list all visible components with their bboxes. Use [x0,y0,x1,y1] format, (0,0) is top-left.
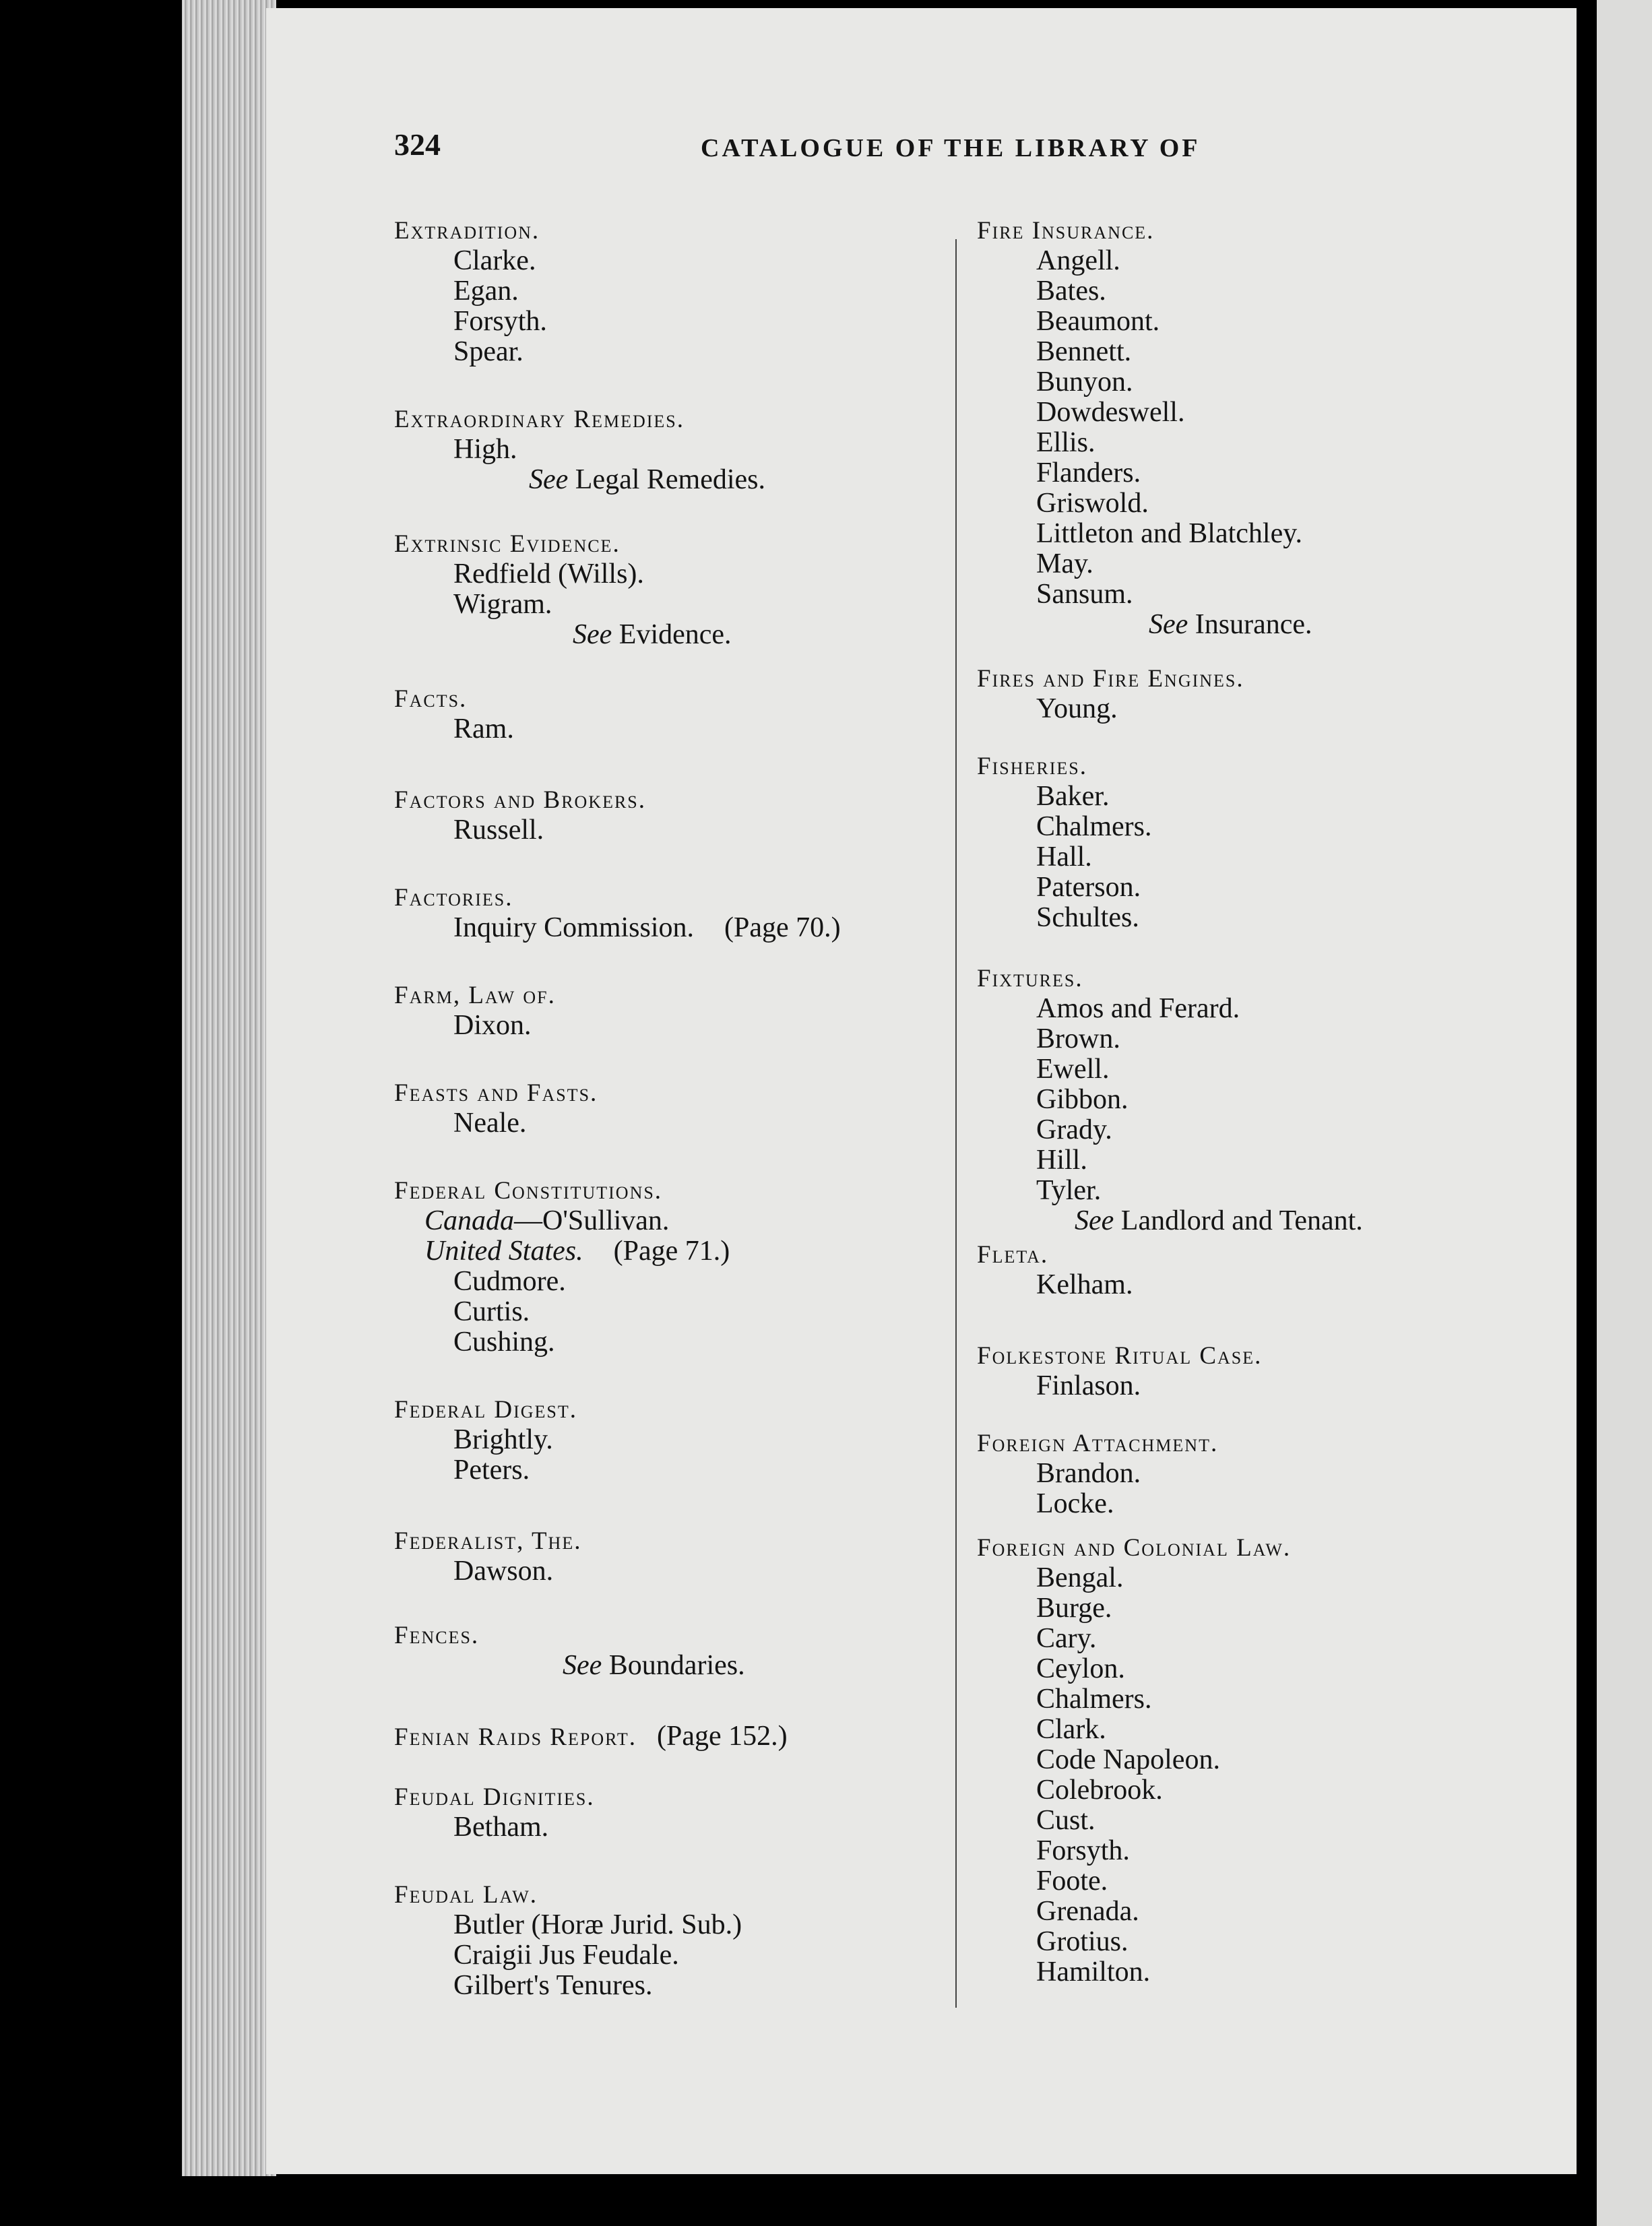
subject-heading-text: Feasts and Fasts. [394,1079,598,1107]
author-name: Forsyth. [1036,1835,1130,1866]
author-entry [977,246,1312,276]
author-entry [977,903,1151,933]
author-entry [394,1267,730,1297]
subject-heading [394,1078,598,1108]
sub-entry-region: Canada [424,1205,515,1236]
sub-entry-text: —O'Sullivan. [514,1205,670,1236]
author-entry [977,1593,1291,1624]
author-name: Brandon. [1036,1458,1141,1489]
catalogue-entry [394,1176,730,1358]
author-name: May. [1036,548,1093,579]
author-name: Bennett. [1036,336,1132,367]
author-name: Hall. [1036,841,1092,872]
subject-heading-text: Fires and Fire Engines. [977,665,1244,693]
author-name: Ewell. [1036,1054,1110,1085]
author-name: Ram. [453,713,514,744]
page-reference: (Page 152.) [657,1721,788,1752]
author-name: Cust. [1036,1805,1095,1836]
catalogue-entry [977,1341,1262,1401]
author-name: Redfield (Wills). [453,559,644,590]
author-name: Inquiry Commission. [453,912,695,943]
author-entry [977,1563,1291,1593]
author-entry [977,1054,1363,1085]
author-name: Curtis. [453,1296,530,1327]
author-name: Chalmers. [1036,811,1152,842]
author-entry [977,579,1312,610]
catalogue-entry [394,1620,745,1681]
see-word: See [1149,609,1188,640]
author-entry [977,812,1151,842]
author-name: Hill. [1036,1145,1087,1176]
author-entry [977,549,1312,579]
catalogue-entry [977,751,1151,933]
catalogue-entry [394,1395,577,1486]
subject-heading [394,1620,745,1651]
catalogue-entry [394,883,841,943]
subject-heading [977,1240,1133,1270]
subject-heading [977,751,1151,782]
subject-heading [394,1880,742,1910]
author-entry [977,1654,1291,1684]
see-target: Boundaries. [608,1650,745,1681]
author-entry [394,913,841,943]
author-entry [977,519,1312,549]
author-entry [394,246,547,276]
subject-heading [394,1395,577,1425]
author-name: Grenada. [1036,1896,1139,1927]
author-entry [977,1927,1291,1957]
author-entry [394,1011,556,1041]
author-name: Young. [1036,693,1118,724]
author-name: Bates. [1036,276,1106,307]
subject-heading [394,980,556,1011]
author-name: Gibbon. [1036,1084,1129,1115]
author-entry [977,458,1312,488]
author-name: Tyler. [1036,1175,1102,1206]
author-entry [394,815,646,846]
see-word: See [573,619,612,650]
author-entry [394,1327,730,1358]
subject-heading-text: Fixtures. [977,965,1083,992]
author-name: Cudmore. [453,1266,566,1297]
author-name: Betham. [453,1812,549,1843]
author-entry [977,428,1312,458]
author-name: Burge. [1036,1593,1112,1624]
running-head: CATALOGUE OF THE LIBRARY OF [701,134,1201,162]
catalogue-entry [394,404,765,495]
see-target: Evidence. [618,619,732,650]
author-name: Littleton and Blatchley. [1036,518,1303,549]
sub-entry-text: (Page 71.) [613,1236,730,1267]
author-name: Ellis. [1036,427,1095,458]
author-name: Neale. [453,1108,527,1139]
author-entry [977,842,1151,872]
author-name: Butler (Horæ Jurid. Sub.) [453,1909,742,1940]
author-entry [977,1715,1291,1745]
subject-heading-text: Factors and Brokers. [394,786,647,814]
see-word: See [563,1650,602,1681]
subject-heading [977,1428,1218,1459]
author-entry [394,1556,581,1587]
author-name: Sansum. [1036,579,1133,610]
catalogue-entry [394,1880,742,2001]
author-entry [977,872,1151,903]
subject-heading-text: Facts. [394,685,468,713]
author-entry [394,1425,577,1455]
author-entry [977,1897,1291,1927]
author-entry [394,714,514,744]
author-entry [394,1297,730,1327]
see-reference [394,465,765,495]
author-name: Hamilton. [1036,1957,1151,1988]
author-name: Angell. [1036,245,1120,276]
page-reference: (Page 70.) [724,912,841,943]
subject-heading [394,785,646,815]
author-name: Locke. [1036,1488,1114,1519]
subject-heading [394,684,514,714]
author-name: Clarke. [453,245,536,276]
author-name: Foote. [1036,1866,1108,1897]
author-entry [394,1940,742,1971]
subject-heading [394,529,732,559]
subject-heading-text: Federal Constitutions. [394,1177,663,1205]
author-entry [394,435,765,465]
see-reference [977,610,1312,640]
author-name: Baker. [1036,781,1110,812]
author-name: Colebrook. [1036,1775,1163,1806]
subject-heading-text: Fire Insurance. [977,217,1155,245]
subject-heading-text: Feudal Dignities. [394,1783,595,1811]
catalogue-entry [394,216,547,367]
page-number: 324 [394,127,441,162]
see-word: See [529,464,569,495]
author-entry [977,1085,1363,1115]
subject-heading-text: Extrinsic Evidence. [394,530,621,558]
catalogue-entry [394,980,556,1041]
subject-heading-text: Factories. [394,884,513,912]
author-name: Flanders. [1036,457,1141,488]
sub-entry [394,1236,730,1267]
catalogue-entry [977,216,1312,640]
subject-heading-text: Fences. [394,1622,480,1649]
author-entry [977,1024,1363,1054]
subject-heading-text: Federalist, The. [394,1527,582,1555]
author-name: Wigram. [453,589,552,620]
subject-heading-text: Extraordinary Remedies. [394,406,685,433]
catalogue-entry [977,1428,1218,1519]
subject-heading-text: Feudal Law. [394,1881,538,1909]
subject-heading-text: Fleta. [977,1241,1049,1269]
catalogue-entry [394,1782,595,1843]
sub-entry-region: United States. [424,1236,583,1267]
author-entry [977,1176,1363,1206]
see-reference [394,1651,745,1681]
author-entry [977,1270,1133,1300]
author-entry [977,694,1244,724]
author-entry [977,1489,1218,1519]
author-entry [977,1806,1291,1836]
author-entry [394,337,547,367]
author-entry [977,1836,1291,1866]
author-entry [977,1459,1218,1489]
author-name: Grotius. [1036,1926,1129,1957]
catalogue-entry [394,1721,788,1752]
see-target: Legal Remedies. [575,464,766,495]
author-entry [394,559,732,590]
author-name: Kelham. [1036,1269,1133,1300]
catalogue-entry [394,785,646,846]
author-name: Spear. [453,336,523,367]
author-name: Brown. [1036,1023,1120,1054]
author-name: Paterson. [1036,872,1141,903]
subject-heading [977,216,1312,246]
author-entry [394,1971,742,2001]
subject-heading [394,1782,595,1812]
see-reference [977,1206,1363,1236]
author-entry [977,337,1312,367]
author-entry [977,1371,1262,1401]
author-entry [977,307,1312,337]
subject-heading-text: Fisheries. [977,753,1087,780]
author-name: Ceylon. [1036,1653,1125,1684]
author-entry [977,994,1363,1024]
author-entry [977,1775,1291,1806]
author-name: Peters. [453,1455,530,1486]
book-page-edges [182,0,276,2176]
author-name: Bengal. [1036,1562,1124,1593]
catalogue-entry [977,1240,1133,1300]
author-entry [977,276,1312,307]
subject-heading-text: Foreign and Colonial Law. [977,1534,1292,1562]
author-name: Dawson. [453,1556,554,1587]
subject-heading-text: Fenian Raids Report. [394,1723,637,1751]
subject-heading-text: Federal Digest. [394,1396,577,1424]
subject-heading-text: Extradition. [394,217,540,245]
author-entry [394,1910,742,1940]
author-entry [977,488,1312,519]
catalogue-entry [977,1533,1291,1988]
subject-heading [394,1721,788,1752]
catalogue-entry [977,963,1363,1236]
see-target: Landlord and Tenant. [1120,1205,1363,1236]
subject-heading [977,963,1363,994]
subject-heading [394,883,841,913]
catalogue-entry [394,684,514,744]
subject-heading [977,1533,1291,1563]
author-name: Cushing. [453,1327,555,1358]
subject-heading [977,664,1244,694]
subject-heading [394,1176,730,1206]
author-entry [977,1745,1291,1775]
catalogue-entry [394,1526,581,1587]
author-entry [977,1624,1291,1654]
author-entry [394,307,547,337]
author-name: Amos and Ferard. [1036,993,1240,1024]
author-name: Russell. [453,815,544,846]
author-name: Brightly. [453,1424,553,1455]
author-entry [977,1866,1291,1897]
facing-page-edge [1597,0,1652,2226]
author-name: Finlason. [1036,1370,1141,1401]
author-name: Forsyth. [453,306,547,337]
see-reference [394,620,732,650]
author-entry [977,782,1151,812]
author-entry [394,1812,595,1843]
author-name: High. [453,434,517,465]
author-name: Bunyon. [1036,367,1133,398]
see-target: Insurance. [1195,609,1312,640]
author-name: Griswold. [1036,488,1149,519]
author-entry [977,1145,1363,1176]
author-entry [394,1108,598,1139]
author-name: Beaumont. [1036,306,1160,337]
author-name: Clark. [1036,1714,1106,1745]
see-word: See [1075,1205,1114,1236]
subject-heading-text: Foreign Attachment. [977,1430,1219,1457]
subject-heading-text: Folkestone Ritual Case. [977,1342,1263,1370]
author-entry [977,1115,1363,1145]
author-name: Grady. [1036,1114,1112,1145]
catalogue-entry [394,529,732,650]
author-name: Dowdeswell. [1036,397,1185,428]
subject-heading-text: Farm, Law of. [394,982,556,1009]
author-name: Chalmers. [1036,1684,1152,1715]
author-name: Cary. [1036,1623,1097,1654]
catalogue-entry [977,664,1244,724]
author-entry [977,1684,1291,1715]
column-rule [955,239,957,2008]
author-name: Code Napoleon. [1036,1744,1220,1775]
author-entry [394,276,547,307]
catalogue-entry [394,1078,598,1139]
author-entry [394,1455,577,1486]
subject-heading [394,216,547,246]
author-name: Gilbert's Tenures. [453,1970,653,2001]
author-name: Dixon. [453,1010,532,1041]
subject-heading [394,404,765,435]
sub-entry [394,1206,730,1236]
author-entry [977,398,1312,428]
author-name: Craigii Jus Feudale. [453,1940,679,1971]
author-entry [394,590,732,620]
author-entry [977,367,1312,398]
subject-heading [977,1341,1262,1371]
author-entry [977,1957,1291,1988]
author-name: Schultes. [1036,902,1139,933]
author-name: Egan. [453,276,519,307]
subject-heading [394,1526,581,1556]
